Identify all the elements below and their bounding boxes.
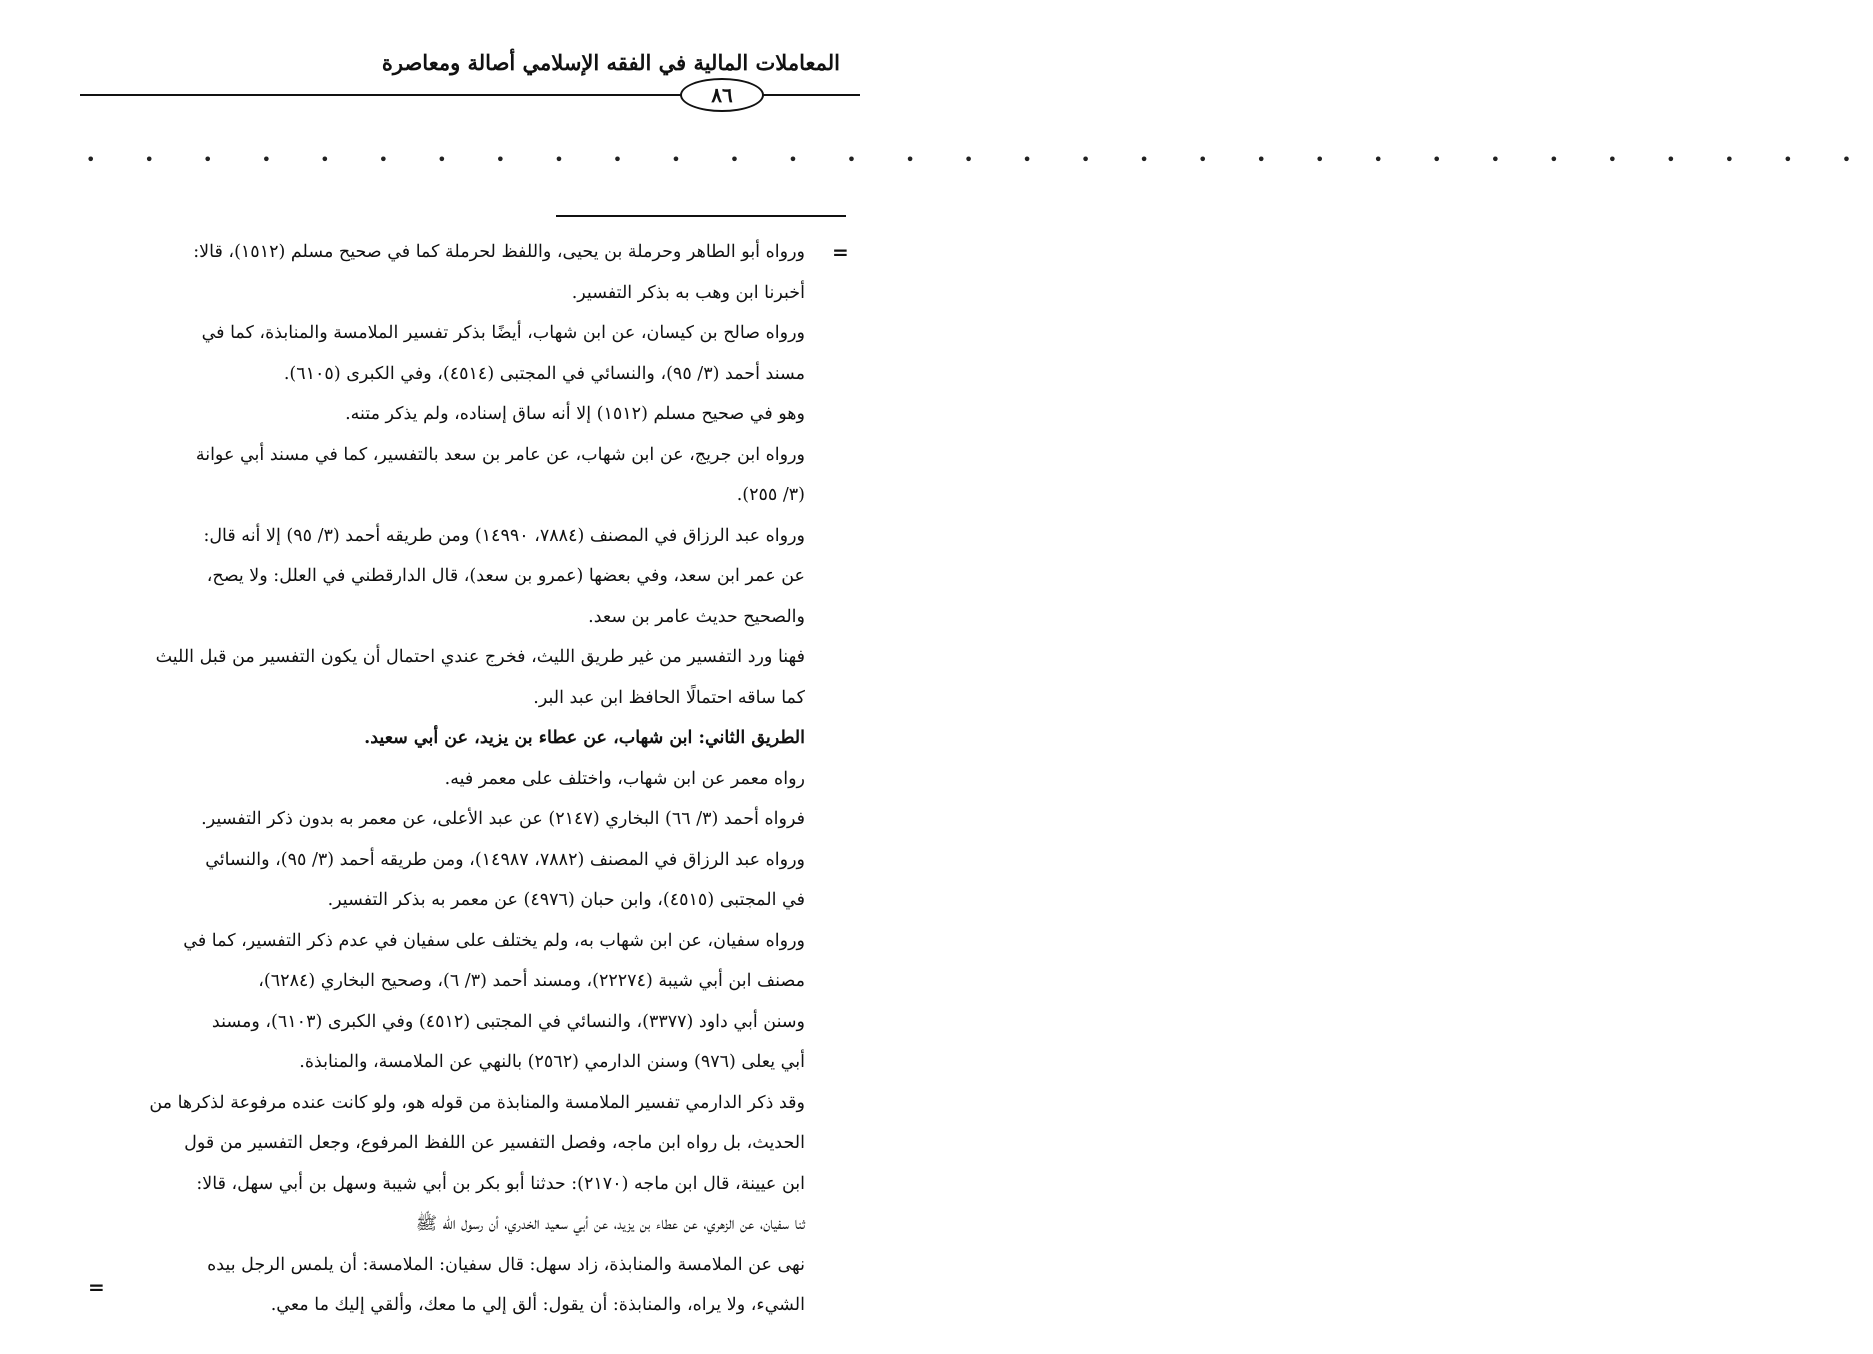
text-line: ورواه ابن جريج، عن ابن شهاب، عن عامر بن سعد بالتفسير، كما في مسند أبي عوانة xyxy=(195,444,805,465)
text-line: أبي يعلى (٩٧٦) وسنن الدارمي (٢٥٦٢) بالنهي عن الملامسة، والمنابذة. xyxy=(299,1052,805,1072)
text-line: وسنن أبي داود (٣٣٧٧)، والنسائي في المجتبى (٤٥١٢) وفي الكبرى (٦١٠٣)، ومسند xyxy=(211,1011,805,1032)
text-line: ورواه عبد الرزاق في المصنف (٧٨٨٤، ١٤٩٩٠) ومن طريقه أحمد (٣/ ٩٥) إلا أنه قال: xyxy=(203,525,805,546)
text-line: وهو في صحيح مسلم (١٥١٢) إلا أنه ساق إسناده، ولم يذكر متنه. xyxy=(345,404,805,424)
text-line: فرواه أحمد (٣/ ٦٦) البخاري (٢١٤٧) عن عبد الأعلى، عن معمر به بدون ذكر التفسير. xyxy=(201,809,805,829)
text-line: (٣/ ٢٥٥). xyxy=(736,485,805,505)
text-line: الشيء، ولا يراه، والمنابذة: أن يقول: ألق إلي ما معك، وألقي إليك ما معي. xyxy=(270,1295,805,1315)
text-line: ورواه عبد الرزاق في المصنف (٧٨٨٢، ١٤٩٨٧)، ومن طريقه أحمد (٣/ ٩٥)، والنسائي xyxy=(205,849,805,870)
text-line: مصنف ابن أبي شيبة (٢٢٢٧٤)، ومسند أحمد (٣/ ٦)، وصحيح البخاري (٦٢٨٤)، xyxy=(258,971,805,991)
text-line: فهنا ورد التفسير من غير طريق الليث، فخرج عندي احتمال أن يكون التفسير من قبل الليث xyxy=(155,647,805,667)
text-line: كما ساقه احتمالًا الحافظ ابن عبد البر. xyxy=(533,687,805,708)
text-line: ورواه سفيان، عن ابن شهاب به، ولم يختلف على سفيان في عدم ذكر التفسير، كما في xyxy=(183,930,805,951)
text-line: مسند أحمد (٣/ ٩٥)، والنسائي في المجتبى (٤٥١٤)، وفي الكبرى (٦١٠٥). xyxy=(283,363,805,384)
text-line: نهى عن الملامسة والمنابذة، زاد سهل: قال سفيان: الملامسة: أن يلمس الرجل بيده xyxy=(207,1254,805,1275)
page-header xyxy=(80,42,860,162)
text-line: الحديث، بل رواه ابن ماجه، وفصل التفسير عن اللفظ المرفوع، وجعل التفسير من قول xyxy=(184,1133,805,1153)
section-heading: الطريق الثاني: ابن شهاب، عن عطاء بن يزيد، عن أبي سعيد. xyxy=(364,728,805,748)
text-line: ورواه أبو الطاهر وحرملة بن يحيى، واللفظ لحرملة كما في صحيح مسلم (١٥١٢)، قالا: xyxy=(193,242,805,262)
running-title: المعاملات المالية في الفقه الإسلامي أصالة ومعاصرة xyxy=(381,50,840,75)
text-line: ابن عيينة، قال ابن ماجه (٢١٧٠): حدثنا أبو بكر بن أبي شيبة وسهل بن أبي سهل، قالا: xyxy=(196,1173,805,1194)
text-line: والصحيح حديث عامر بن سعد. xyxy=(588,606,805,627)
text-line: ورواه صالح بن كيسان، عن ابن شهاب، أيضًا بذكر تفسير الملامسة والمنابذة، كما في xyxy=(201,323,805,343)
text-line: أخبرنا ابن وهب به بذكر التفسير. xyxy=(571,282,805,303)
dotted-separator: • • • • • • • • • • • • • • • • • • • • • • • • • • • • • • • xyxy=(86,150,1873,169)
text-line: وقد ذكر الدارمي تفسير الملامسة والمنابذة من قوله هو، ولو كانت عنده مرفوعة لذكرها من xyxy=(149,1092,805,1113)
page-number: ٨٦ xyxy=(680,78,764,112)
footnote-rule xyxy=(556,215,846,217)
footnote-text xyxy=(80,232,805,1326)
continuation-mark-end: = xyxy=(88,1275,105,1299)
text-line: رواه معمر عن ابن شهاب، واختلف على معمر فيه. xyxy=(444,768,805,789)
text-line: ثنا سفيان، عن الزهري، عن عطاء بن يزيد، عن أبي سعيد الخدري، أن رسول الله ﷺ xyxy=(415,1214,805,1234)
text-line: عن عمر ابن سعد، وفي بعضها (عمرو بن سعد)، قال الدارقطني في العلل: ولا يصح، xyxy=(206,566,805,586)
text-line: في المجتبى (٤٥١٥)، وابن حبان (٤٩٧٦) عن معمر به بذكر التفسير. xyxy=(327,890,805,910)
continuation-mark-start: = xyxy=(832,240,849,264)
